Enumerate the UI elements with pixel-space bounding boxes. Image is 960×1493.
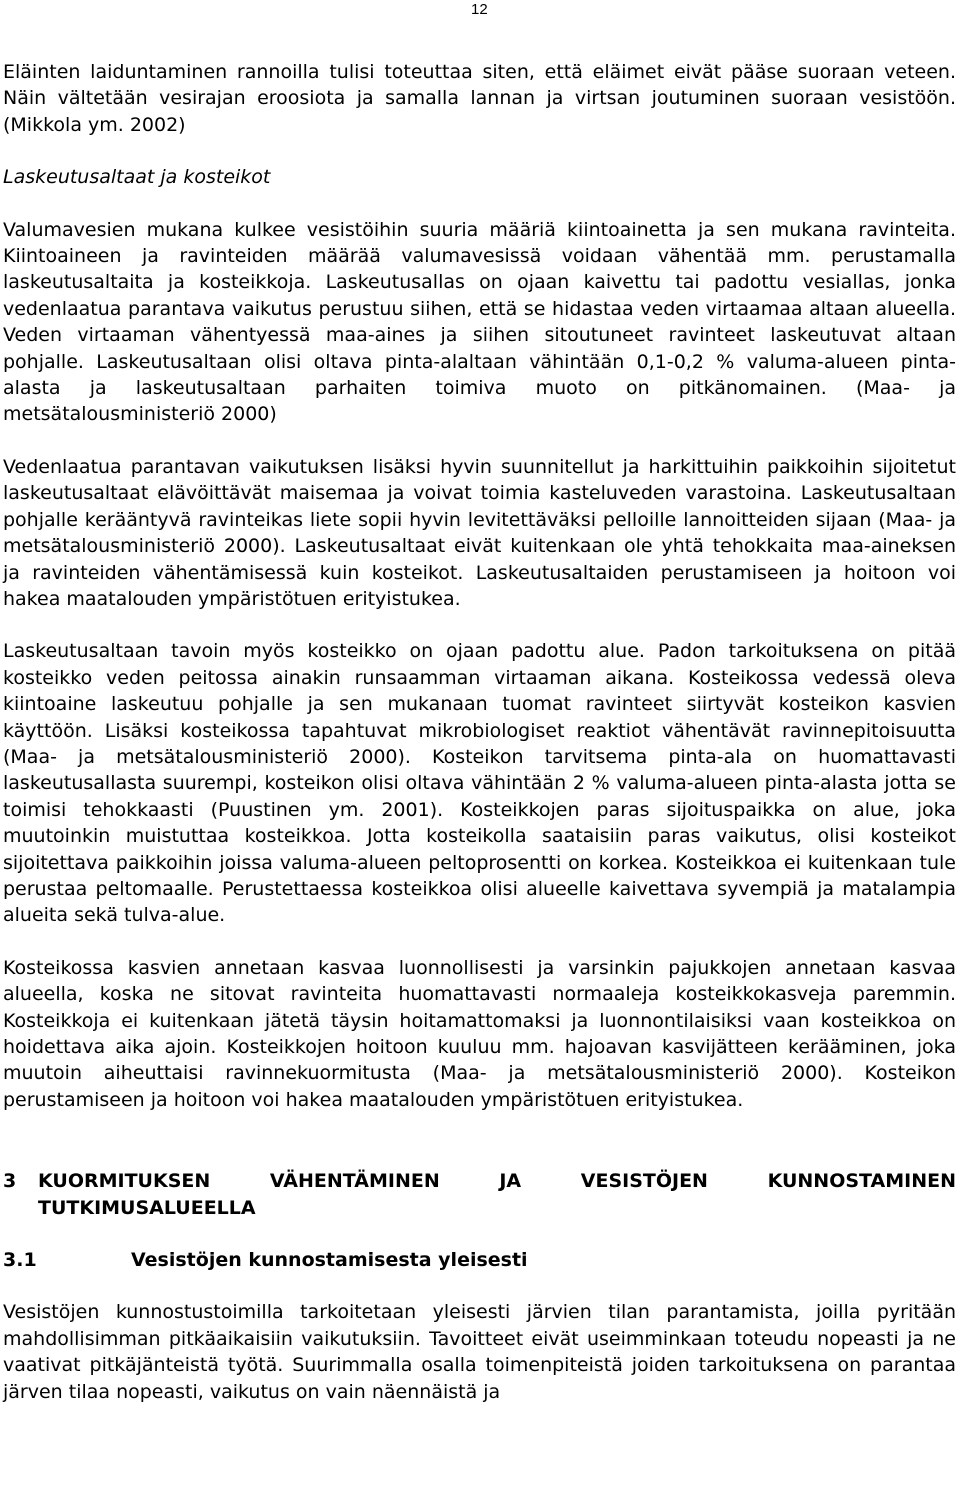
section-title: KUORMITUKSEN VÄHENTÄMINEN JA VESISTÖJEN KUNNOSTAMINEN TUTKIMUSALUEELLA bbox=[38, 1170, 956, 1219]
paragraph-wetlands: Laskeutusaltaan tavoin myös kosteikko on ojaan padottu alue. Padon tarkoituksena on pitää kosteikko veden peitossa ainakin runsaamman virtaaman aikana. Kosteikossa vedessä oleva kiintoaine laskeutuu pohjalle ja sen mukanaan tuomat ravinteet siirtyvät kosteikon kasvien käyttöön. Lisäksi kosteikossa tapahtuvat mikrobiologiset reaktiot vähentävät ravinnepitoisuutta (Maa- ja metsätalousministeriö 2000). Kosteikon tarvitsema pinta-ala on huomattavasti laskeutusallasta suurempi, kosteikon olisi oltava vähintään 2 % valuma-alueen pinta-alasta jotta se toimisi tehokkaasti (Puustinen ym. 2001). Kosteikkojen paras sijoituspaikka on alue, joka muutoinkin muistuttaa kosteikkoa. Jotta kosteikolla saataisiin paras vaikutus, olisi kosteikot sijoitettava paikkoihin joissa valuma-alueen peltoprosentti on korkea. Kosteikkoa ei kuitenkaan tule perustaa peltomaalle. Perustettaessa kosteikkoa olisi alueelle kaivettava syvempiä ja matalampia alueita sekä tulva-alue. bbox=[3, 640, 956, 927]
paragraph-livestock-grazing: Eläinten laiduntaminen rannoilla tulisi toteuttaa siten, että eläimet eivät pääse suoraan veteen. Näin vältetään vesirajan eroosiota ja samalla lannan ja virtsan joutuminen suoraan vesistöön. (Mikkola ym. 2002) bbox=[3, 61, 956, 136]
subheading-settling-ponds: Laskeutusaltaat ja kosteikot bbox=[3, 166, 271, 189]
paragraph-water-quality: Vedenlaatua parantavan vaikutuksen lisäksi hyvin suunnitellut ja harkittuihin paikkoihin sijoitetut laskeutusaltaat elävöittävät maisemaa ja voivat toimia kasteluveden varastoina. Laskeutusaltaan pohjalle kerääntyvä ravinteikas liete sopii hyvin levitettäväksi pelloille lannoitteiden sijaan (Maa- ja metsätalousministeriö 2000). Laskeutusaltaat eivät kuitenkaan ole yhtä tehokkaita maa-aineksen ja ravinteiden vähentämisessä kuin kosteikot. Laskeutusaltaiden perustamiseen ja hoitoon voi hakea maatalouden ympäristötuen erityistukea. bbox=[3, 455, 956, 610]
paragraph-settling-ponds: Valumavesien mukana kulkee vesistöihin suuria määriä kiintoainetta ja sen mukana ravinteita. Kiintoaineen ja ravinteiden määrää valumavesissä voidaan vähentää mm. perustamalla laskeutusaltaita ja kosteikkoja. Laskeutusallas on ojaan kaivettu tai padottu vesiallas, jonka vedenlaatua parantava vaikutus perustuu siihen, että se hidastaa veden virtaamaa altaan alueella. Veden virtaaman vähentyessä maa-aines ja siihen sitoutuneet ravinteet laskeutuvat altaan pohjalle. Laskeutusaltaan olisi oltava pinta-alaltaan vähintään 0,1-0,2 % valuma-alueen pinta-alasta ja laskeutusaltaan parhaiten toimiva muoto on pitkänomainen. (Maa- ja metsätalousministeriö 2000) bbox=[3, 218, 956, 426]
section-number: 3 bbox=[3, 1170, 17, 1193]
section-heading bbox=[3, 1168, 956, 1221]
subsection-number: 3.1 bbox=[3, 1249, 37, 1272]
subsection-title: Vesistöjen kunnostamisesta yleisesti bbox=[131, 1249, 528, 1272]
subsection-heading bbox=[3, 1247, 956, 1273]
paragraph-restoration-general: Vesistöjen kunnostustoimilla tarkoitetaan yleisesti järvien tilan parantamista, joilla pyritään mahdollisimman pitkäaikaisiin vaikutuksiin. Tavoitteet eivät useimminkaan toteudu nopeasti ja ne vaativat pitkäjänteistä työtä. Suurimmalla osalla toimenpiteistä joiden tarkoituksena on parantaa järven tilaa nopeasti, vaikutus on vain näennäistä ja bbox=[3, 1301, 956, 1403]
page-number: 12 bbox=[471, 1, 488, 18]
paragraph-wetland-vegetation: Kosteikossa kasvien annetaan kasvaa luonnollisesti ja varsinkin pajukkojen annetaan kasvaa alueella, koska ne sitovat ravinteita huomattavasti normaaleja kosteikkokasveja paremmin. Kosteikkoja ei kuitenkaan jätetä täysin hoitamattomaksi ja luonnontilaisiksi vaan kosteikkoa on hoidettava aika ajoin. Kosteikkojen hoitoon kuuluu mm. hajoavan kasvijätteen kerääminen, joka muutoin aiheuttaisi ravinnekuormitusta (Maa- ja metsätalousministeriö 2000). Kosteikon perustamiseen ja hoitoon voi hakea maatalouden ympäristötuen erityistukea. bbox=[3, 956, 956, 1111]
document-body bbox=[3, 59, 956, 1405]
